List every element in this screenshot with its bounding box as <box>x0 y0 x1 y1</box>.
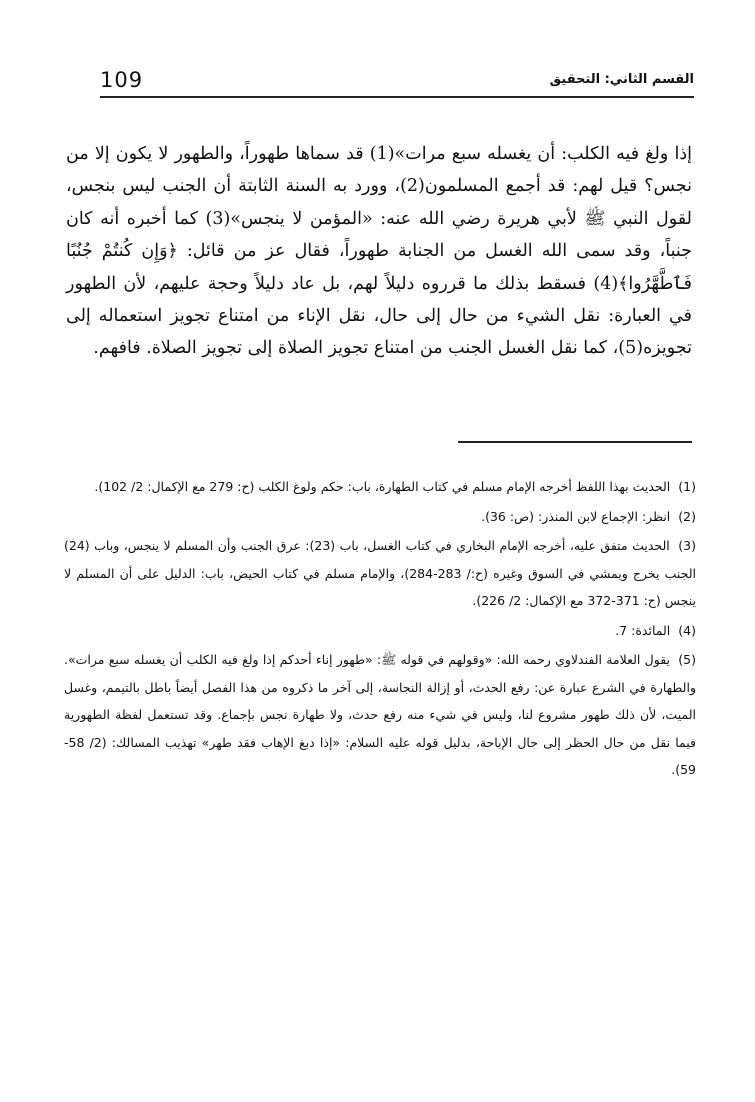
footnote <box>64 473 696 501</box>
footnote-number: (1) <box>678 479 696 494</box>
footnote-text: المائدة: 7. <box>615 622 671 638</box>
footnote-text: يقول العلامة الفندلاوي رحمه الله: «وقولهم في قوله ﷺ: «طهور إناء أحدكم إذا ولغ فيه الكلب أن يغسله سبع مرات». والطهارة في الشرع عبارة عن: رفع الحدث، أو إزالة النجاسة، إلى آخر ما ذكروه من هذا الفصل أيضاً باطل بالتيمم، وغسل الميت، لأن ذلك طهور مشروع لنا، وليس في شيء منه رفع حدث، ولا طهارة نجس بإجماع. وقد تستعمل لفظة الطهورية فيما نقل من حال الحظر إلى حال الإباحة، بدليل قوله عليه السلام: «إذا دبغ الإهاب فقد طهر» تهذيب المسالك: (2/ 58-59). <box>64 652 696 777</box>
footnote-number: (3) <box>678 538 696 553</box>
page-number: 109 <box>100 68 144 92</box>
footnote <box>64 503 696 531</box>
footnote <box>64 532 696 615</box>
main-paragraph: إذا ولغ فيه الكلب: أن يغسله سبع مرات»(1) قد سماها طهوراً، والطهور لا يكون إلا من نجس؟ قيل لهم: قد أجمع المسلمون(2)، وورد به السنة الثابتة أن الجنب ليس بنجس، لقول النبي ﷺ لأبي هريرة رضي الله عنه: «المؤمن لا ينجس»(3) كما أخبره أنه كان جنباً، وقد سمى الله الغسل من الجنابة طهوراً، فقال عز من قائل: ﴿وَإِن كُنتُمْ جُنُبًا فَٱطَّهَّرُوا﴾(4) فسقط بذلك ما قرروه دليلاً لهم، بل عاد دليلاً وحجة عليهم، لأن الطهور في العبارة: نقل الشيء من حال إلى حال، نقل الإناء من امتناع تجويز استعماله إلى تجويزه(5)، كما نقل الغسل الجنب من امتناع تجويز الصلاة إلى تجويز الصلاة. فافهم. <box>66 144 693 359</box>
main-text <box>66 138 692 365</box>
footnotes <box>64 473 696 786</box>
footnote-text: انظر: الإجماع لابن المنذر: (ص: 36). <box>481 508 671 524</box>
footnote-number: (2) <box>678 508 696 524</box>
footnote-text: الحديث بهذا اللفظ أخرجه الإمام مسلم في كتاب الطهارة، باب: حكم ولوغ الكلب (ح: 279 مع الإكمال: 2/ 102). <box>94 479 671 494</box>
footnote <box>64 646 696 784</box>
header-rule <box>100 96 694 98</box>
footnote-number: (4) <box>678 622 696 638</box>
page-header <box>100 66 694 94</box>
footnote-separator <box>458 441 692 443</box>
footnote-number: (5) <box>678 652 696 667</box>
footnote <box>64 617 696 645</box>
footnote-text: الحديث متفق عليه، أخرجه الإمام البخاري في كتاب الغسل، باب (23): عرق الجنب وأن المسلم لا ينجس، وباب (24) الجنب يخرج ويمشي في السوق وغيره (ح:/ 283-284)، والإمام مسلم في كتاب الحيض، باب: الدليل على أن المسلم لا ينجس (ح: 371-372 مع الإكمال: 2/ 226). <box>64 538 696 608</box>
running-title: القسم الثاني: التحقيق <box>549 72 694 87</box>
